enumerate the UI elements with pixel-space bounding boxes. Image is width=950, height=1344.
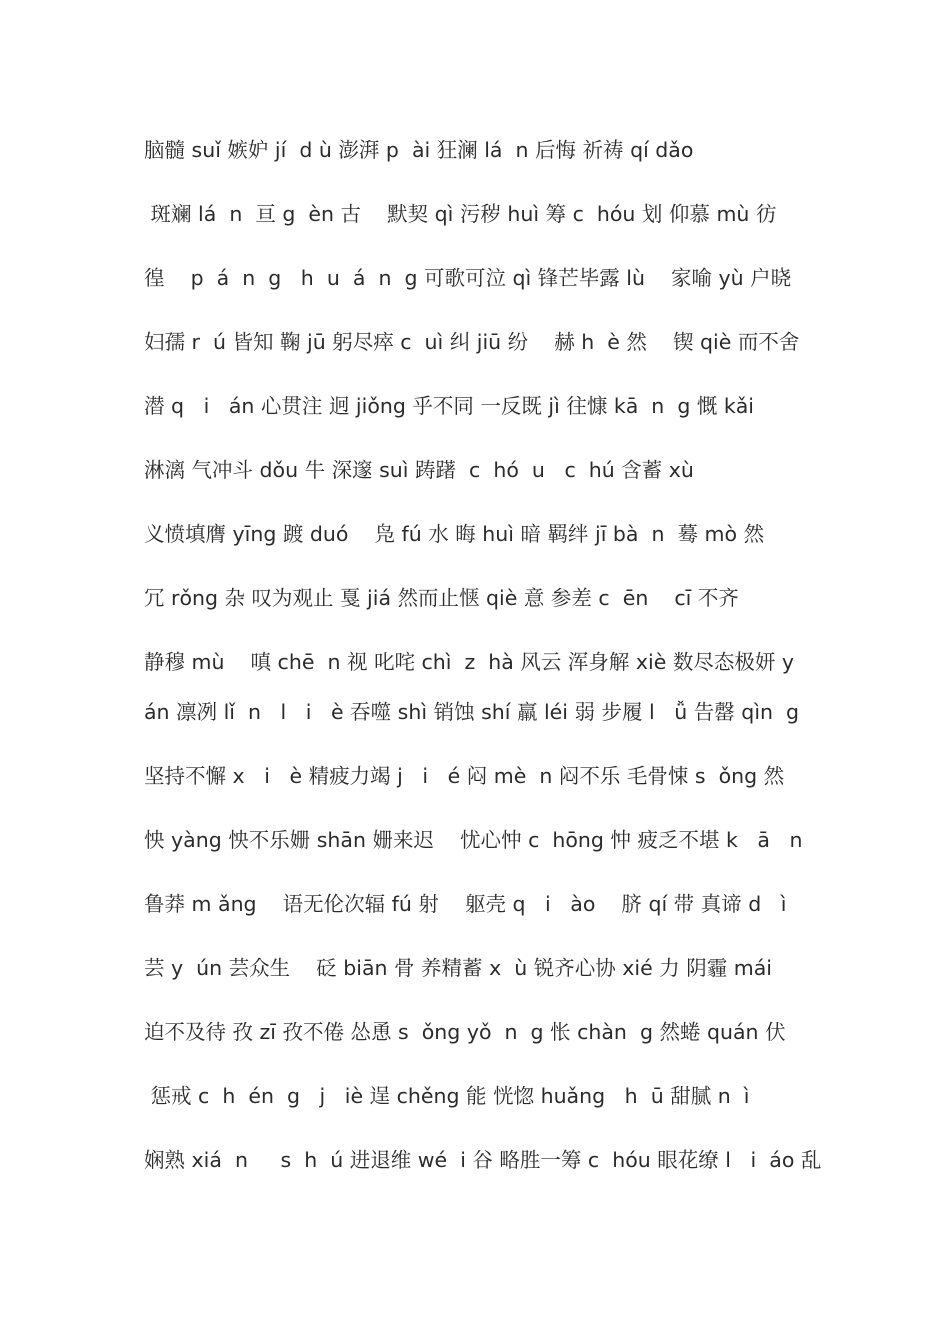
text-line: 徨 p á n g h u á n g 可歌可泣 qì 锋芒毕露 lù 家喻 yù 户晓: [144, 266, 792, 290]
text-line: 妇孺 r ú 皆知 鞠 jū 躬尽瘁 c uì 纠 jiū 纷 赫 h è 然 锲 qiè 而不舍: [144, 330, 800, 354]
text-line: án 凛冽 lǐ n l i è 吞噬 shì 销蚀 shí 羸 léi 弱 步履 l ǚ 告罄 qìn g: [144, 700, 800, 724]
text-line: 娴熟 xiá n s h ú 进退维 wé i 谷 略胜一筹 c hóu 眼花缭 l i áo 乱: [144, 1148, 822, 1172]
text-line: 鲁莽 m ǎng 语无伦次辐 fú 射 躯壳 q i ào 脐 qí 带 真谛 d ì: [144, 892, 787, 916]
text-line: 坚持不懈 x i è 精疲力竭 j i é 闷 mè n 闷不乐 毛骨悚 s ǒng 然: [144, 764, 785, 788]
text-line: 迫不及待 孜 zī 孜不倦 怂恿 s ǒng yǒ n g 怅 chàn g 然蜷 quán 伏: [144, 1020, 786, 1044]
text-line: 脑髓 suǐ 嫉妒 jí d ù 澎湃 p ài 狂澜 lá n 后悔 祈祷 qí dǎo: [144, 138, 694, 162]
text-line: 怏 yàng 怏不乐姗 shān 姗来迟 忧心忡 c hōng 忡 疲乏不堪 k ā n: [144, 828, 803, 852]
text-line: 静穆 mù 嗔 chē n 视 叱咤 chì z hà 风云 浑身解 xiè 数尽态极妍 y: [144, 650, 795, 674]
text-line: 惩戒 c h én g j iè 逞 chěng 能 恍惚 huǎng h ū 甜腻 n ì: [144, 1084, 750, 1108]
text-line: 义愤填膺 yīng 踱 duó 凫 fú 水 晦 huì 暗 羁绊 jī bà n 蓦 mò 然: [144, 522, 765, 546]
text-line: 斑斓 lá n 亘 g èn 古 默契 qì 污秽 huì 筹 c hóu 划 仰慕 mù 彷: [144, 202, 777, 226]
text-line: 冗 rǒng 杂 叹为观止 戛 jiá 然而止惬 qiè 意 参差 c ēn cī 不齐: [144, 586, 739, 610]
text-line: 芸 y ún 芸众生 砭 biān 骨 养精蓄 x ù 锐齐心协 xié 力 阴霾 mái: [144, 956, 772, 980]
text-line: 潜 q i án 心贯注 迥 jiǒng 乎不同 一反既 jì 往慷 kā n g 慨 kǎi: [144, 394, 755, 418]
text-line: 淋漓 气冲斗 dǒu 牛 深邃 suì 踌躇 c hó u c hú 含蓄 xù: [144, 458, 694, 482]
